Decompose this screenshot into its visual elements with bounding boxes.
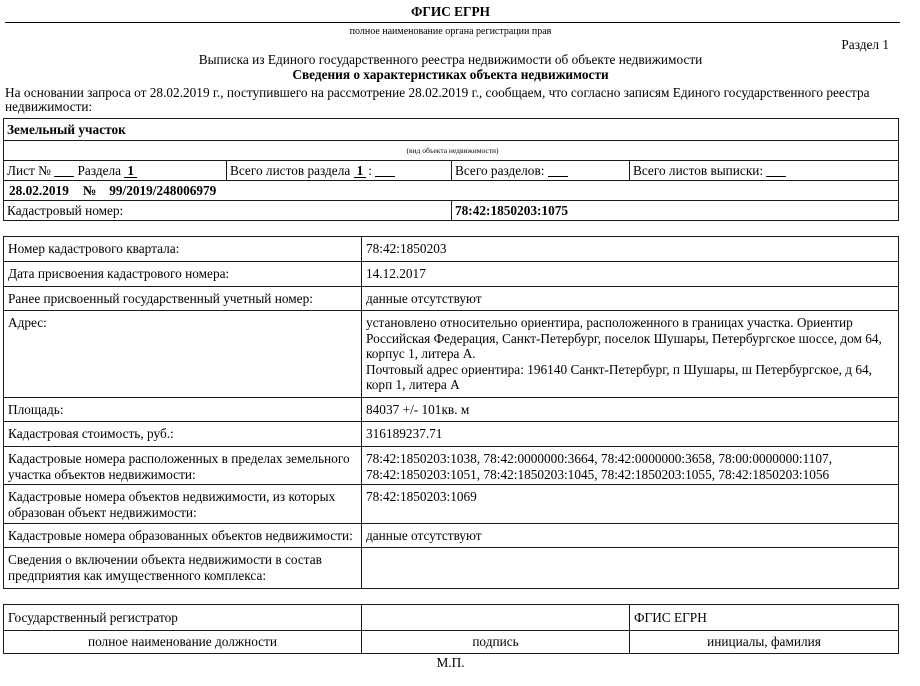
characteristics-table (3, 236, 899, 589)
section-sheets-cell (226, 161, 451, 180)
cadastral-number-row (4, 200, 898, 220)
row-source-objects (4, 484, 898, 523)
total-sections-cell (451, 161, 629, 180)
total-sections-label: Всего разделов: (455, 163, 545, 178)
characteristic-value: 14.12.2017 (361, 262, 898, 286)
document-subtitle: Сведения о характеристиках объекта недвижимости (292, 67, 609, 82)
signature-field (361, 605, 629, 630)
characteristic-value: данные отсутствуют (361, 287, 898, 310)
name-caption: инициалы, фамилия (629, 631, 898, 653)
section-value: 1 (124, 165, 137, 178)
characteristic-label: Номер кадастрового квартала: (8, 241, 180, 256)
object-type-caption: (вид объекта недвижимости) (406, 146, 499, 155)
characteristic-label: Кадастровые номера образованных объектов недвижимости: (8, 528, 353, 543)
characteristic-label: Кадастровые номера расположенных в пределах земельного участка объектов недвижимости: (8, 451, 350, 482)
registry-org-name: ФГИС ЕГРН (411, 4, 490, 19)
section-sheets-blank (375, 167, 395, 177)
signature-caption: подпись (361, 631, 629, 653)
sheet-label: Лист № (7, 163, 51, 178)
stamp-place: М.П. (436, 655, 465, 670)
characteristic-value: 78:42:1850203 (361, 237, 898, 261)
object-type-row (4, 119, 898, 140)
sheet-blank (54, 167, 74, 177)
signature-caption-row (4, 630, 898, 653)
characteristic-value (361, 548, 898, 588)
row-assignment-date (4, 261, 898, 286)
registrar-name: ФГИС ЕГРН (629, 605, 898, 630)
number-sign: № (82, 183, 97, 198)
characteristic-label: Кадастровые номера объектов недвижимости, из которых образован объект недвижимости: (8, 489, 336, 520)
total-sheets-blank (766, 167, 786, 177)
object-type: Земельный участок (7, 122, 126, 137)
section-sheets-value: 1 (354, 165, 367, 178)
characteristic-value: 84037 +/- 101кв. м (361, 398, 898, 421)
extract-number: 99/2019/248006979 (109, 183, 217, 198)
cadastral-number-label: Кадастровый номер: (7, 203, 124, 218)
row-cadastral-value (4, 421, 898, 446)
characteristic-label: Сведения о включении объекта недвижимости в состав предприятия как имущественного комплекса: (8, 552, 322, 583)
characteristic-label: Площадь: (8, 402, 64, 417)
signature-table (3, 604, 899, 654)
extract-date: 28.02.2019 (9, 183, 69, 198)
characteristic-value: данные отсутствуют (361, 524, 898, 547)
sheet-info-row (4, 160, 898, 180)
characteristic-value: 78:42:1850203:1038, 78:42:0000000:3664, 78:42:0000000:3658, 78:00:0000000:1107, 78:42:1850203:1051, 78:42:1850203:1045, 78:42:1850203:1055, 78:42:1850203:1056 (361, 447, 898, 484)
address-value: установлено относительно ориентира, расположенного в границах участка. Ориентир Российская Федерация, Санкт-Петербург, поселок Шушары, Петербургское шоссе, дом 64, корпус 1, литера А. Почтовый адрес ориентира: 196140 Санкт-Петербург, п Шушары, ш Петербургское, д 64, корп 1, литера А (361, 311, 898, 397)
characteristic-value: 78:42:1850203:1069 (361, 485, 898, 523)
registrar-position: Государственный регистратор (8, 610, 178, 625)
total-sheets-cell (629, 161, 898, 180)
characteristic-label: Ранее присвоенный государственный учетный номер: (8, 291, 313, 306)
object-header-table (3, 118, 899, 221)
cadastral-number-value: 78:42:1850203:1075 (451, 201, 898, 220)
section-sheets-label: Всего листов раздела (230, 163, 351, 178)
section-label: Раздела (77, 163, 122, 178)
extract-date-number (4, 181, 898, 200)
total-sheets-label: Всего листов выписки: (633, 163, 764, 178)
row-area (4, 397, 898, 421)
characteristic-label: Дата присвоения кадастрового номера: (8, 266, 230, 281)
characteristic-label: Адрес: (8, 315, 47, 330)
section-number: Раздел 1 (841, 37, 889, 52)
sheet-number-cell (4, 161, 226, 180)
document-title: Выписка из Единого государственного реестра недвижимости об объекте недвижимости (198, 52, 703, 67)
row-previous-number (4, 286, 898, 310)
row-cadastral-quarter (4, 237, 898, 261)
object-type-caption-row (4, 140, 898, 160)
row-address (4, 310, 898, 397)
section-sheets-suffix: : (368, 163, 372, 178)
row-derived-objects (4, 523, 898, 547)
characteristic-value: 316189237.71 (361, 422, 898, 446)
row-enterprise-inclusion (4, 547, 898, 588)
extract-date-number-row (4, 180, 898, 200)
position-caption: полное наименование должности (87, 634, 278, 649)
org-name-underline (5, 22, 900, 23)
signature-row (4, 605, 898, 630)
row-located-objects (4, 446, 898, 484)
org-name-caption: полное наименование органа регистрации прав (349, 26, 552, 37)
characteristic-label: Кадастровая стоимость, руб.: (8, 426, 174, 441)
total-sections-blank (548, 167, 568, 177)
intro-paragraph: На основании запроса от 28.02.2019 г., поступившего на рассмотрение 28.02.2019 г., сообщаем, что согласно записям Единого государственного реестра недвижимости: (5, 85, 870, 114)
